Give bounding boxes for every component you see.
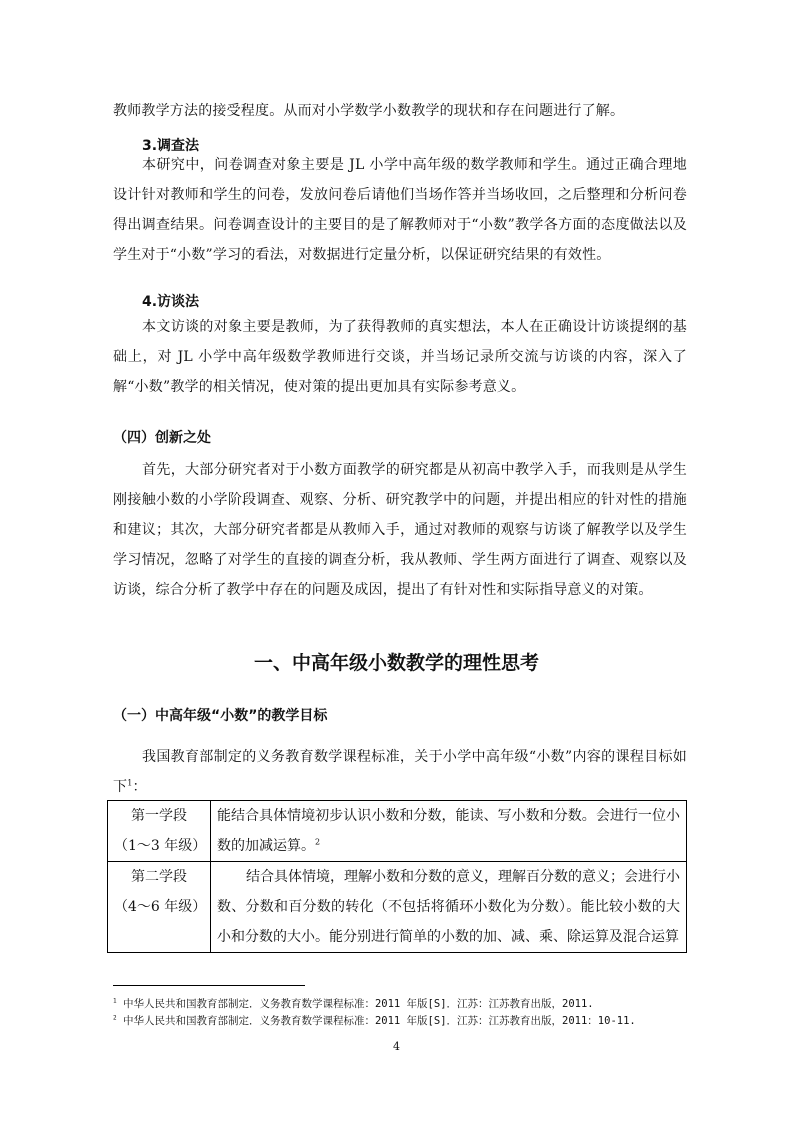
curriculum-goals-table xyxy=(107,800,687,953)
stage-grade: （4～6 年级） xyxy=(114,899,207,915)
footnote-number: 2 xyxy=(113,1014,117,1022)
footnote xyxy=(113,1013,636,1029)
footnote-ref-2: 2 xyxy=(315,837,321,847)
goal-cell xyxy=(211,801,687,862)
goal-text: 结合具体情境，理解小数和分数的意义，理解百分数的意义；会进行小数、分数和百分数的转化（不包括将循环小数化为分数）。能比较小数的大小和分数的大小。能分别进行简单的小数的加、减、乘、除运算及混合运算 xyxy=(217,869,680,945)
stage-name: 第一学段 xyxy=(131,808,187,824)
footnote xyxy=(113,996,594,1012)
page-number: 4 xyxy=(393,1040,400,1053)
stage-cell xyxy=(108,862,211,953)
paragraph-survey-method: 本研究中，问卷调查对象主要是 JL 小学中高年级的数学教师和学生。通过正确合理地设计针对教师和学生的问卷，发放问卷后请他们当场作答并当场收回，之后整理和分析问卷得出调查结果。问卷调查设计的主要目的是了解教师对于“小数”教学各方面的态度做法以及学生对于“小数”学习的看法，对数据进行定量分析，以保证研究结果的有效性。 xyxy=(113,157,687,263)
footnote-number: 1 xyxy=(113,997,117,1005)
stage-name: 第二学段 xyxy=(131,869,187,885)
heading-survey-method: 3.调查法 xyxy=(142,138,200,154)
paragraph-innovation: 首先，大部分研究者对于小数方面教学的研究都是从初高中教学入手，而我则是从学生刚接触小数的小学阶段调查、观察、分析、研究教学中的问题，并提出相应的针对性的措施和建议；其次，大部分研究者都是从教师入手，通过对教师的观察与访谈了解教学以及学生学习情况，忽略了对学生的直接的调查分析，我从教师、学生两方面进行了调查、观察以及访谈，综合分析了教学中存在的问题及成因，提出了有针对性和实际指导意义的对策。 xyxy=(113,462,687,598)
table-row xyxy=(108,862,687,953)
goal-cell xyxy=(211,862,687,953)
stage-grade: （1～3 年级） xyxy=(114,838,207,854)
paragraph-interview-method: 本文访谈的对象主要是教师，为了获得教师的真实想法，本人在正确设计访谈提纲的基础上，对 JL 小学中高年级数学教师进行交谈，并当场记录所交流与访谈的内容，深入了解“小数”教学的相关情况，使对策的提出更加具有实际参考意义。 xyxy=(113,319,687,395)
paragraph-methods-tail: 教师教学方法的接受程度。从而对小学数学小数教学的现状和存在问题进行了解。 xyxy=(113,103,625,119)
paragraph-curriculum-end: ： xyxy=(132,779,147,795)
footnote-text: 中华人民共和国教育部制定．义务教育数学课程标准：2011 年版[S]．江苏：江苏教育出版，2011：10-11. xyxy=(122,1015,636,1027)
footnote-text: 中华人民共和国教育部制定．义务教育数学课程标准：2011 年版[S]．江苏：江苏教育出版，2011. xyxy=(122,998,594,1010)
stage-cell xyxy=(108,801,211,862)
paragraph-curriculum-intro xyxy=(113,742,687,802)
footnote-divider xyxy=(113,985,305,986)
chapter-title: 一、中高年级小数教学的理性思考 xyxy=(253,652,539,674)
heading-interview-method: 4.访谈法 xyxy=(142,294,200,310)
heading-teaching-goals: （一）中高年级“小数”的教学目标 xyxy=(113,708,328,724)
footnote-ref-1: 1 xyxy=(127,778,133,788)
goal-text: 能结合具体情境初步认识小数和分数，能读、写小数和分数。会进行一位小数的加减运算。 xyxy=(217,808,680,854)
paragraph-curriculum-text: 我国教育部制定的义务教育数学课程标准，关于小学中高年级“小数”内容的课程目标如下 xyxy=(113,749,687,795)
heading-innovation: （四）创新之处 xyxy=(113,430,211,446)
table-row xyxy=(108,801,687,862)
